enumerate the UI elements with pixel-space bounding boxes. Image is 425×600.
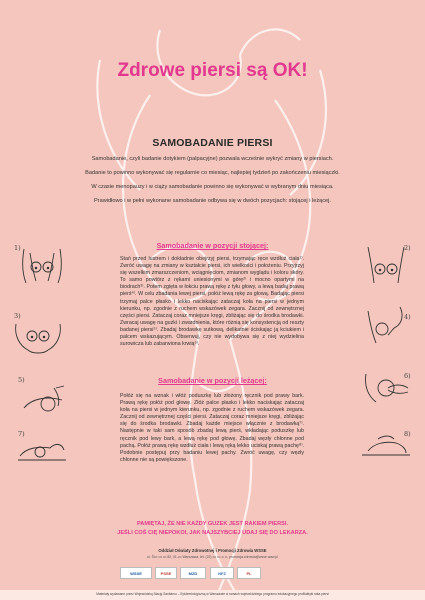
- illustration-number-7: 7): [18, 430, 25, 438]
- torso-hands-on-hips-icon: [10, 318, 66, 358]
- illustration-number-5: 5): [18, 376, 25, 384]
- illustration-number-3: 3): [14, 312, 21, 320]
- intro-line-2: Badanie to powinno wykonywać się regularnie co miesiąc, najlepiej tydzień po zakończeniu miesiączki.: [85, 170, 340, 176]
- intro-line-3: W czasie menopauzy i w ciąży samobadanie powinno się wykonywać w wybranym dniu miesiąca.: [91, 184, 334, 190]
- lying-text: Połóż się na wznak i włóż poduszkę lub złożony ręcznik pod prawy bark. Prawą rękę połóż pod głowę. Złóż palce płasko i lekko naciskając zataczaj koła na piersi w jednym kierunku, np. zgodnie z ruchem wskazówek zegara. Zacznij od zewnętrznej części piersi. Zataczaj coraz mniejsze kręgi, zbliżając się do środka brodawki. Zbadaj każde miejsce włącznie z brodawką⁷⁾. Następnie w taki sam sposób zbadaj lewą pierś, wkładając poduszkę lub ręcznik pod lewy bark, a lewą rękę pod głowę. Zbadaj węzły chłonne pod pachą. Połóż prawą rękę wzdłuż ciała i lewą ręką lekko uciskaj prawą pachę⁸⁾. Podobnie postępuj przy badaniu lewej pachy. Zwróć uwagę, czy węzły chłonne nie są powiększone.: [120, 393, 304, 463]
- footer-address: ul. Ś••• ••• ••• 82, 01-••• Warszawa, tel. (22) ••• ••• •• ••, promocja.zdrowia@wsse.waw.pl: [147, 555, 278, 559]
- illustration-number-6: 6): [404, 372, 411, 380]
- standing-text: Stań przed lustrem i dokładnie obejrzyj piersi, trzymając ręce wzdłuż ciała¹⁾. Zwróć uwagę na zmiany w kształcie piersi, ich wielkości i położeniu. Przyjrzyj się wszelkim zmarszczeniom, wciągnięciom, zmianom wyglądu i koloru skóry. To samo powtórz z rękami uniesionymi w górę²⁾ i mocno opartymi na biodrach³⁾. Potem zgięta w łokciu prawą rękę z tyłu głowy, a lewą badaj prawą pierś⁴⁾. W celu zbadania lewej piersi, połóż lewą rękę za głową. Badając piersi trzymaj palce płasko i lekko naciskając zataczaj koła na piersi w jednym kierunku, np. zgodnie z ruchem wskazówek zegara. Zacznij od zewnętrznej części piersi. Zataczaj coraz mniejsze kręgi, zbliżając się do środka brodawki. Zwracaj uwagę na guzki i zwardnienia, które różnią się konsystencją od reszty badanej piersi⁵⁾. Zbadaj brodawkę sutkową, delikatnie ściskając ją kciukiem i palcem wskazującym. Obserwuj, czy nie wydobywa się z niej wydzielina surowicza lub zabarwiona krwią⁶⁾.: [120, 256, 304, 348]
- footer-note: Materiały wydawane przez Wojewódzką Stację Sanitarno – Epidemiologiczną w Warszawie w ramach wojewódzkiego programu edukacyjnego profilaktyki raka piersi: [96, 592, 329, 596]
- logo-wsse: WSSE: [120, 567, 152, 579]
- logo-psse: PSSE: [155, 567, 177, 579]
- breast-palpation-icon: [18, 378, 74, 418]
- torso-hand-behind-head-icon: [358, 305, 414, 345]
- illustration-number-8: 8): [404, 430, 411, 438]
- torso-arms-down-icon: [14, 245, 70, 285]
- footer-org: Oddział Oświaty Zdrowotnej i Promocji Zdrowia WSSE: [158, 548, 267, 553]
- illustration-number-4: 4): [404, 313, 411, 321]
- illustration-number-2: 2): [404, 244, 411, 252]
- illustration-number-1: 1): [14, 244, 21, 252]
- standing-heading: Samobadanie w pozycji stojącej:: [156, 241, 269, 250]
- lying-heading: Samobadanie w pozycji leżącej:: [158, 376, 267, 385]
- logo-mzd: MZD: [180, 567, 206, 579]
- warning-line-1: PAMIĘTAJ, ŻE NIE KAŻDY GUZEK JEST RAKIEM PIERSI.: [136, 521, 289, 527]
- logo-nfz: NFZ: [210, 567, 234, 579]
- poster-subtitle: SAMOBADANIE PIERSI: [152, 137, 273, 149]
- logo-pl: PL: [237, 567, 261, 579]
- intro-line-1: Samobadanie, czyli badanie dotykiem (palpacyjne) pozwala wcześnie wykryć zmiany w piersiach.: [91, 156, 334, 162]
- poster-title: Zdrowe piersi są OK!: [117, 60, 308, 81]
- intro-line-4: Prawidłowo i w pełni wykonane samobadanie odbywa się w dwóch pozycjach: stojącej i leżącej.: [94, 198, 331, 204]
- warning-line-2: JEŚLI COŚ CIĘ NIEPOKOI, JAK NAJSZYBCIEJ UDAJ SIĘ DO LEKARZA.: [117, 530, 308, 536]
